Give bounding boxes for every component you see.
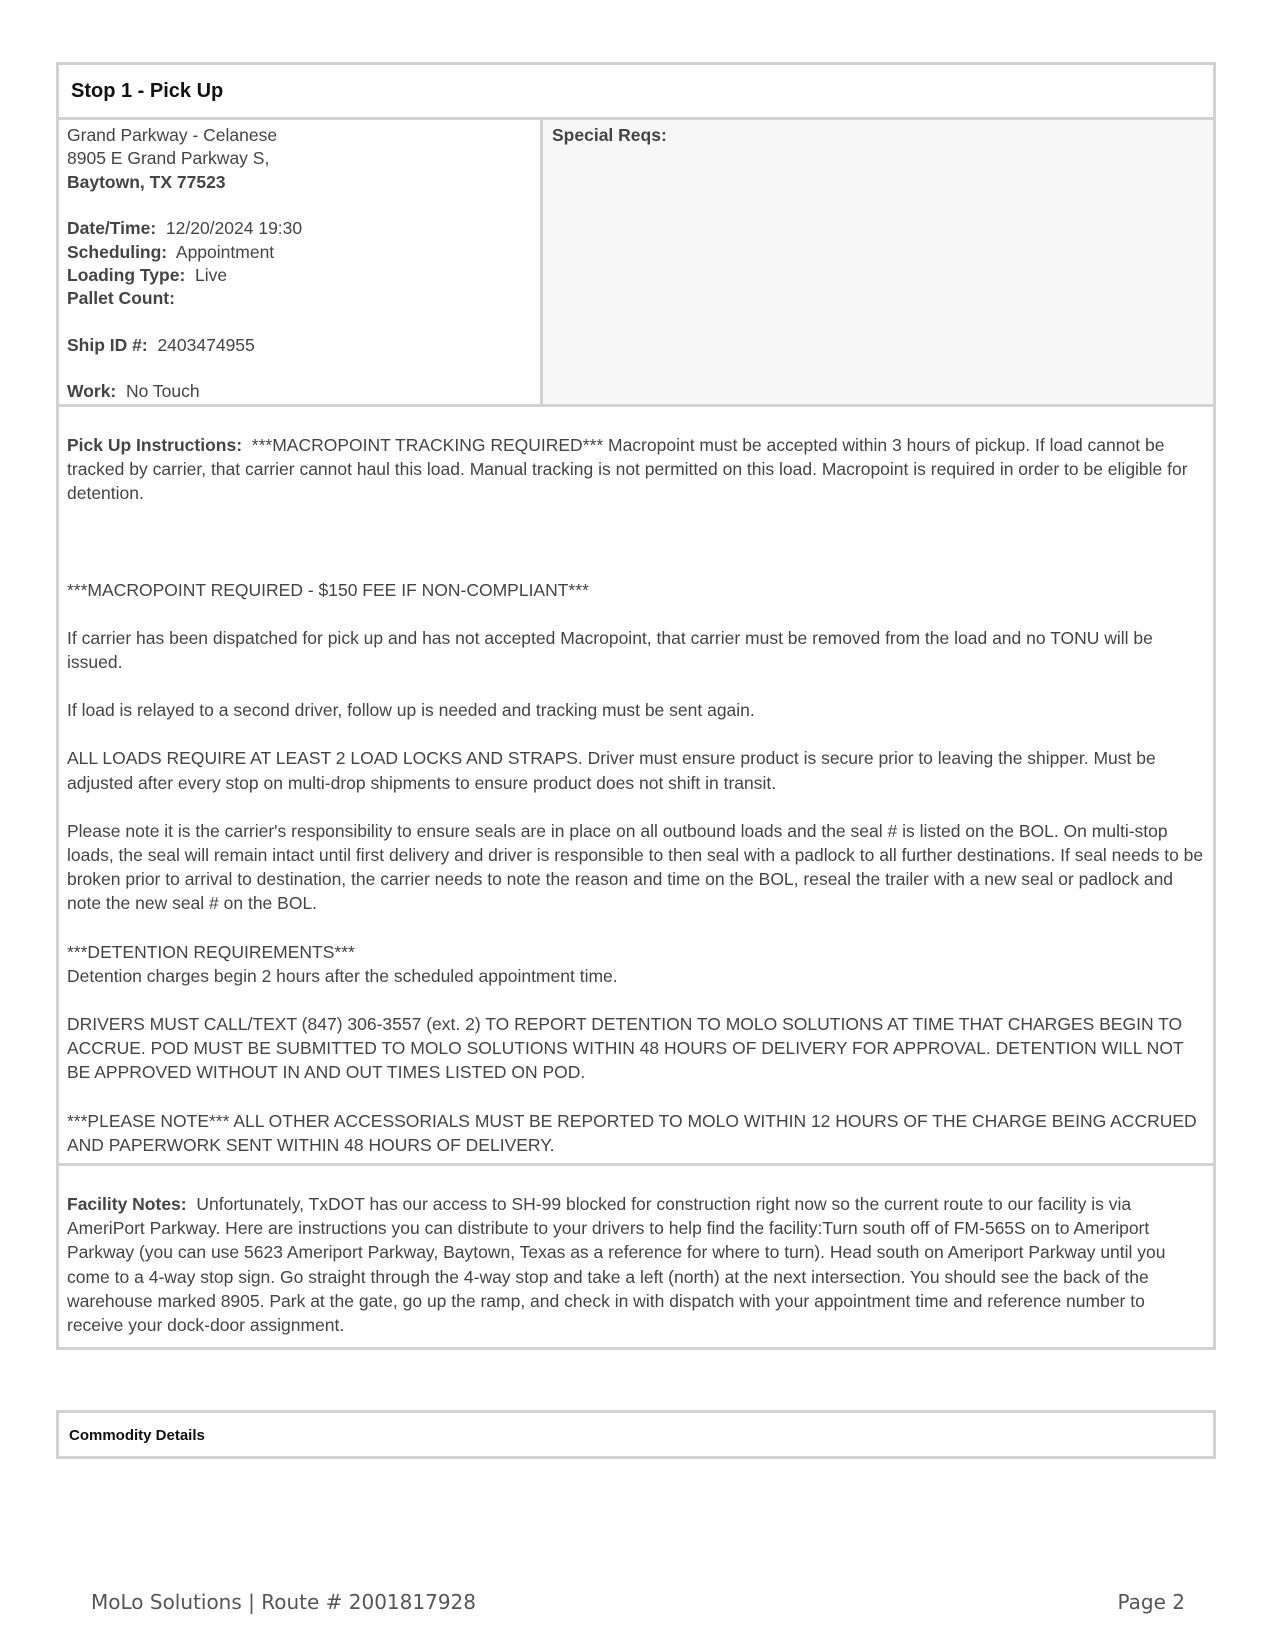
commodity-details-section xyxy=(56,1410,1216,1459)
work-label: Work: xyxy=(67,381,117,402)
scheduling-line xyxy=(67,241,532,264)
loading-type-label: Loading Type: xyxy=(67,265,186,286)
ship-id-label: Ship ID #: xyxy=(67,334,148,355)
pickup-instructions xyxy=(59,407,1213,1166)
instructions-label: Pick Up Instructions: xyxy=(67,435,243,455)
facility-notes-text: Unfortunately, TxDOT has our access to SH-99 blocked for construction right now so the current route to our facility is via AmeriPort Parkway. Here are instructions you can distribute to your drivers to help find the facility:Turn south off of FM-565S on to Ameriport Parkway (you can use 5623 Ameriport Parkway, Baytown, Texas as a reference for where to turn). Head south on Ameriport Parkway until you come to a 4-way stop sign. Go straight through the 4-way stop and take a left (north) at the next intersection. You should see the back of the warehouse marked 8905. Park at the gate, go up the ramp, and check in with dispatch with your appointment time and reference number to receive your dock-door assignment. xyxy=(67,1194,1166,1336)
stop-details-row xyxy=(59,120,1213,407)
instructions-paragraph-8: ***PLEASE NOTE*** ALL OTHER ACCESSORIALS MUST BE REPORTED TO MOLO WITHIN 12 HOURS OF THE CHARGE BEING ACCRUED AND PAPERWORK SENT WITHIN 48 HOURS OF DELIVERY. xyxy=(67,1110,1197,1155)
street-address: 8905 E Grand Parkway S, xyxy=(67,148,270,169)
detention-text: Detention charges begin 2 hours after the scheduled appointment time. xyxy=(67,965,618,986)
instructions-intro xyxy=(67,433,1205,506)
work-line xyxy=(67,380,532,403)
date-time-line xyxy=(67,217,532,240)
commodity-details-title: Commodity Details xyxy=(69,1427,205,1444)
work-value: No Touch xyxy=(126,381,200,402)
stop-title: Stop 1 - Pick Up xyxy=(59,65,1213,120)
date-time-label: Date/Time: xyxy=(67,218,157,239)
loading-type-line xyxy=(67,264,532,287)
scheduling-label: Scheduling: xyxy=(67,241,168,262)
city-state-zip: Baytown, TX 77523 xyxy=(67,171,226,192)
stop-section xyxy=(56,62,1216,1350)
stop-address-column xyxy=(59,120,543,404)
loading-type-value: Live xyxy=(195,265,228,286)
instructions-paragraph-5: Please note it is the carrier's responsibility to ensure seals are in place on all outbound loads and the seal # is listed on the BOL. On multi-stop loads, the seal will remain intact until first delivery and driver is responsible to then seal with a padlock to all further destinations. If seal needs to be broken prior to arrival to destination, the carrier needs to note the reason and time on the BOL, reseal the trailer with a new seal or padlock and note the new seal # on the BOL. xyxy=(67,820,1204,914)
facility-name: Grand Parkway - Celanese xyxy=(67,125,278,145)
pallet-count-label: Pallet Count: xyxy=(67,288,175,309)
instructions-paragraph-1: ***MACROPOINT REQUIRED - $150 FEE IF NON-COMPLIANT*** xyxy=(67,579,589,600)
ship-id-value: 2403474955 xyxy=(157,334,255,355)
scheduling-value: Appointment xyxy=(175,241,275,262)
date-time-value: 12/20/2024 19:30 xyxy=(165,218,303,239)
instructions-intro-text: ***MACROPOINT TRACKING REQUIRED*** Macropoint must be accepted within 3 hours of pickup. If load cannot be tracked by carrier, that carrier cannot haul this load. Manual tracking is not permitted on this load. Macropoint is required in order to be eligible for detention. xyxy=(67,435,1188,504)
instructions-paragraph-7: DRIVERS MUST CALL/TEXT (847) 306-3557 (ext. 2) TO REPORT DETENTION TO MOLO SOLUTIONS AT TIME THAT CHARGES BEGIN TO ACCRUE. POD MUST BE SUBMITTED TO MOLO SOLUTIONS WITHIN 48 HOURS OF DELIVERY FOR APPROVAL. DETENTION WILL NOT BE APPROVED WITHOUT IN AND OUT TIMES LISTED ON POD. xyxy=(67,1014,1184,1083)
detention-heading: ***DETENTION REQUIREMENTS*** xyxy=(67,941,355,962)
facility-notes-label: Facility Notes: xyxy=(67,1194,187,1214)
instructions-paragraph-4: ALL LOADS REQUIRE AT LEAST 2 LOAD LOCKS AND STRAPS. Driver must ensure product is secure prior to leaving the shipper. Must be adjusted after every stop on multi-drop shipments to ensure product does not shift in transit. xyxy=(67,748,1156,793)
facility-notes xyxy=(59,1166,1213,1337)
footer-page-number: Page 2 xyxy=(1117,1590,1185,1614)
special-reqs-column xyxy=(543,120,1213,404)
special-reqs-label: Special Reqs: xyxy=(552,125,667,145)
instructions-paragraph-2: If carrier has been dispatched for pick up and has not accepted Macropoint, that carrier must be removed from the load and no TONU will be issued. xyxy=(67,627,1153,673)
pallet-count-line xyxy=(67,287,532,310)
footer-route: MoLo Solutions | Route # 2001817928 xyxy=(91,1590,476,1614)
instructions-paragraph-3: If load is relayed to a second driver, follow up is needed and tracking must be sent again. xyxy=(67,700,755,721)
ship-id-line xyxy=(67,334,532,357)
